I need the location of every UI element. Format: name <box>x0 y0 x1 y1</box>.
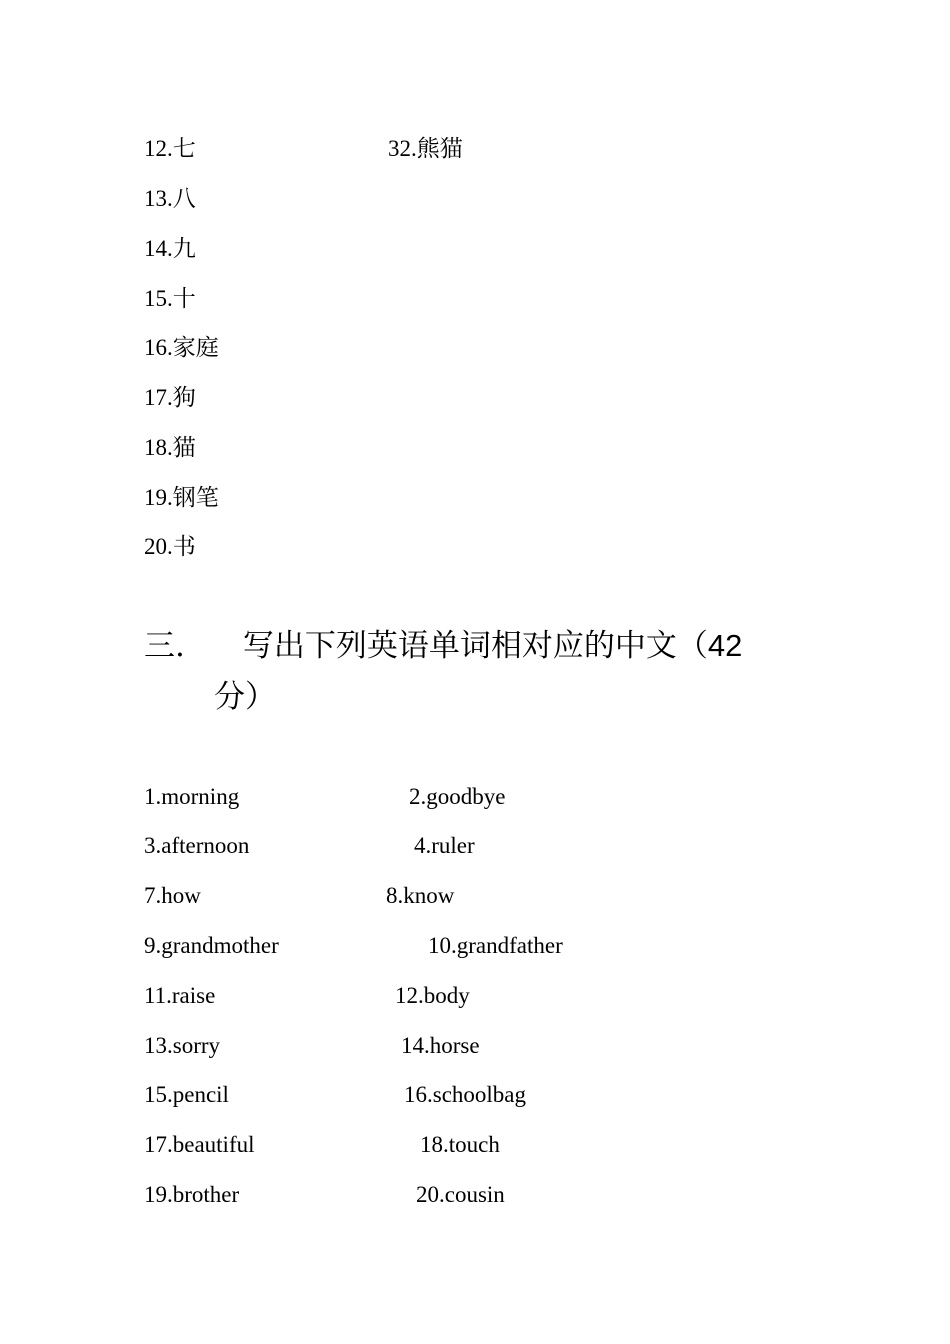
part3-left-3: 3.afternoon <box>144 833 250 858</box>
item-word: 十 <box>172 286 196 312</box>
part2-item-20 <box>144 532 196 562</box>
part3-left-19: 19.brother <box>144 1182 240 1207</box>
item-word: 书 <box>172 534 196 560</box>
item-number: 13. <box>144 186 173 211</box>
section-3-heading <box>144 626 742 666</box>
part2-item-12 <box>144 134 196 164</box>
item-number: 17. <box>144 385 173 410</box>
item-number: 16. <box>144 335 173 360</box>
part3-left-1: 1.morning <box>144 784 240 809</box>
part3-left-11: 11.raise <box>144 983 216 1008</box>
section-score: 42 <box>707 628 743 663</box>
part3-right-10: 10.grandfather <box>428 933 563 958</box>
part3-left-17: 17.beautiful <box>144 1132 255 1157</box>
item-number: 18. <box>144 435 173 460</box>
part2-item-15 <box>144 284 196 314</box>
part2-item-17 <box>144 383 196 413</box>
section-title: 写出下列英语单词相对应的中文（ <box>242 628 708 664</box>
item-word: 钢笔 <box>172 485 219 511</box>
part3-right-14: 14.horse <box>401 1033 480 1058</box>
item-number: 19. <box>144 485 173 510</box>
item-word: 家庭 <box>172 335 219 361</box>
part3-left-15: 15.pencil <box>144 1082 229 1107</box>
part3-left-7: 7.how <box>144 883 201 908</box>
part2-item-14 <box>144 234 196 264</box>
item-number: 32. <box>388 136 417 161</box>
item-word: 猫 <box>172 435 196 461</box>
item-word: 七 <box>172 136 196 162</box>
part3-right-4: 4.ruler <box>414 833 475 858</box>
item-number: 20. <box>144 534 173 559</box>
part3-right-16: 16.schoolbag <box>404 1082 527 1107</box>
part2-item-32 <box>388 134 463 164</box>
part3-right-2: 2.goodbye <box>409 784 506 809</box>
item-word: 狗 <box>172 385 196 411</box>
item-number: 14. <box>144 236 173 261</box>
part2-item-18 <box>144 433 196 463</box>
part3-right-18: 18.touch <box>420 1132 500 1157</box>
part3-right-12: 12.body <box>395 983 470 1008</box>
section-marker: 三. <box>144 628 185 664</box>
item-word: 九 <box>172 236 196 262</box>
part3-left-9: 9.grandmother <box>144 933 279 958</box>
part3-left-13: 13.sorry <box>144 1033 221 1058</box>
section-3-heading-continuation <box>214 677 276 717</box>
part2-item-19 <box>144 483 219 513</box>
section-title-end: 分） <box>214 679 276 715</box>
part3-right-8: 8.know <box>386 883 455 908</box>
item-number: 15. <box>144 286 173 311</box>
item-number: 12. <box>144 136 173 161</box>
part2-item-13 <box>144 184 196 214</box>
part3-right-20: 20.cousin <box>416 1182 505 1207</box>
item-word: 熊猫 <box>416 136 463 162</box>
part2-item-16 <box>144 333 219 363</box>
item-word: 八 <box>172 186 196 212</box>
